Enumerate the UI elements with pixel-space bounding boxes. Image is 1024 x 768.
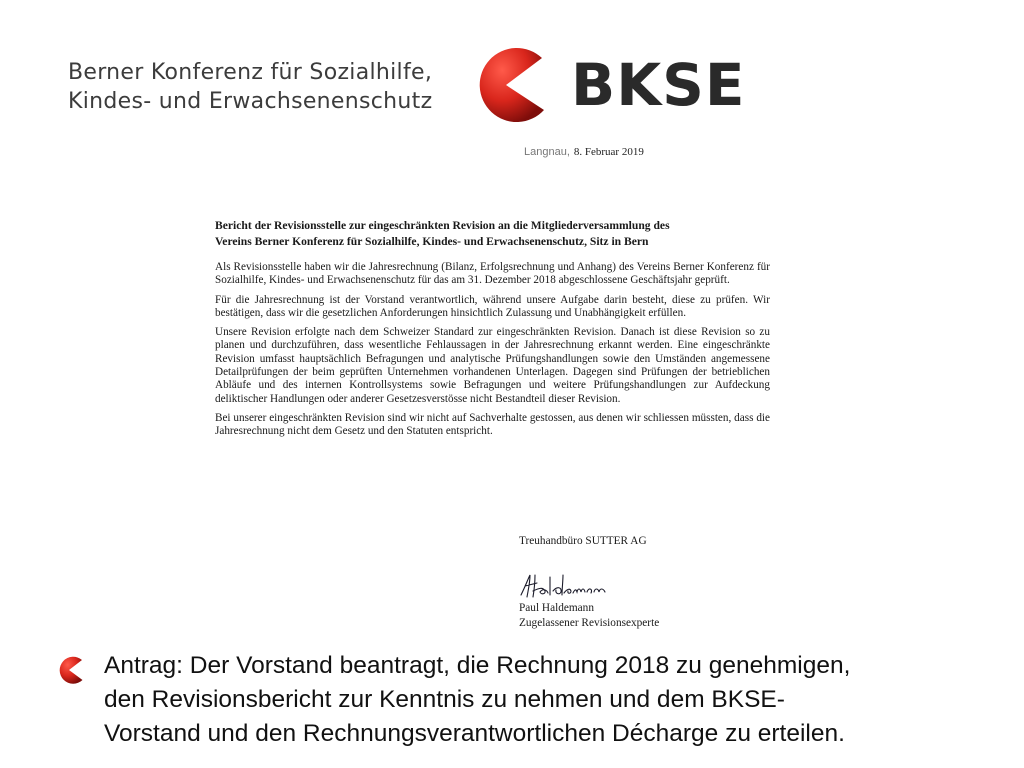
organization-name-line-2: Kindes- und Erwachsenenschutz <box>68 89 433 114</box>
auditor-company: Treuhandbüro SUTTER AG <box>519 535 647 547</box>
letter-date: 8. Februar 2019 <box>573 146 644 158</box>
report-title-line-2: Vereins Berner Konferenz für Sozialhilfe, Kindes- und Erwachsenenschutz, Sitz in Bern <box>215 234 649 248</box>
signer-role: Zugelassener Revisionsexperte <box>519 617 660 629</box>
report-paragraph-2: Für die Jahresrechnung ist der Vorstand verantwortlich, während unsere Aufgabe darin besteht, diese zu prüfen. Wir bestätigen, dass wir die gesetzlichen Anforderungen hinsichtlich Zulassung und Unabhängigkeit erfüllen. <box>215 293 770 319</box>
letter-dateline <box>524 146 644 158</box>
motion-line-2: den Revisionsbericht zur Kenntnis zu nehmen und dem BKSE- <box>104 686 785 713</box>
report-paragraph-4: Bei unserer eingeschränkten Revision sind wir nicht auf Sachverhalte gestossen, aus denen wir schliessen müssten, dass die Jahresrechnung nicht dem Gesetz und den Statuten entspricht. <box>215 411 770 438</box>
handwritten-signature <box>519 571 609 599</box>
bkse-bullet-icon <box>56 655 86 685</box>
report-paragraph-3: Unsere Revision erfolgte nach dem Schweizer Standard zur eingeschränkten Revision. Danach ist diese Revision so zu planen und durchzuführen, dass wesentliche Fehlaussagen in der Jahresrechnung erkannt werden. Eine eingeschränkte Revision umfasst hauptsächlich Befragungen und analytische Prüfungshandlungen sowie den Umständen angemessene Detailprüfungen der beim geprüften Unternehmen vorhandenen Unterlagen. Dagegen sind Prüfungen der betrieblichen Abläufe und des internen Kontrollsystems sowie Befragungen und weitere Prüfungshandlungen zur Aufdeckung deliktischer Handlungen oder anderer Gesetzesverstösse nicht Bestandteil dieser Revision. <box>215 326 770 405</box>
letter-place: Langnau, <box>524 146 570 158</box>
bkse-logo-text: BKSE <box>571 51 746 119</box>
signer-name: Paul Haldemann <box>519 602 594 614</box>
bkse-logo-icon <box>472 44 552 126</box>
audit-report <box>215 218 770 445</box>
organization-name-line-1: Berner Konferenz für Sozialhilfe, <box>68 60 433 85</box>
motion-line-3: Vorstand und den Rechnungsverantwortlichen Décharge zu erteilen. <box>104 720 845 747</box>
report-title-line-1: Bericht der Revisionsstelle zur eingeschränkten Revision an die Mitgliederversammlung des <box>215 219 670 232</box>
report-title <box>215 218 770 249</box>
motion-line-1: Antrag: Der Vorstand beantragt, die Rechnung 2018 zu genehmigen, <box>104 652 851 679</box>
signature-block <box>519 534 659 631</box>
organization-name <box>68 58 432 116</box>
motion-text <box>104 649 1004 751</box>
report-paragraph-1: Als Revisionsstelle haben wir die Jahresrechnung (Bilanz, Erfolgsrechnung und Anhang) des Vereins Berner Konferenz für Sozialhilfe, Kindes- und Erwachsenenschutz für das am 31. Dezember 2018 abgeschlossene Geschäftsjahr geprüft. <box>215 261 770 287</box>
